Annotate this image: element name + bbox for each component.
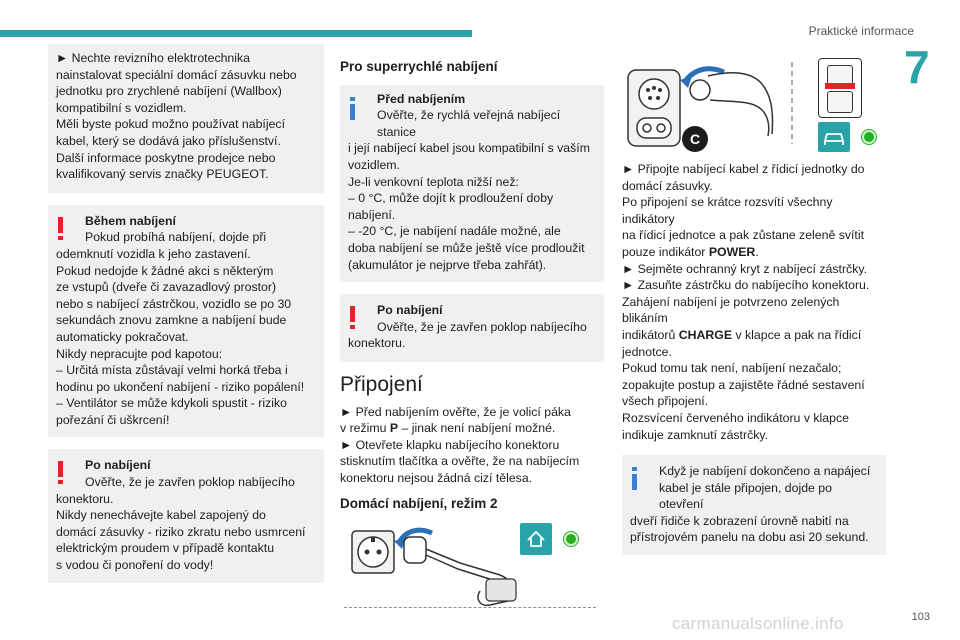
car-icon [818,122,850,152]
text-fragment: indikátorů [622,327,679,342]
text-line: automaticky pokračovat. [56,329,189,344]
text-line: ► Sejměte ochranný kryt z nabíjecí zástrčky. [622,261,867,276]
text-line: zopakujte postup a zajistěte řádné sestavení [622,377,865,392]
text-line: přístrojovém panelu na dobu asi 20 sekund. [630,530,869,545]
text-line: jednotku pro zrychlené nabíjení (Wallbox) [56,84,282,99]
text-line: kabel, který se dodává jako příslušenství. [56,133,281,148]
text-line: kabel je stále připojen, dojde po otevření [659,480,832,512]
text-line: indikuje zamknutí zástrčky. [622,427,769,442]
info-icon [632,467,637,489]
text-line: konektoru. [56,491,114,506]
info-title: Před nabíjením [377,91,466,106]
column-middle [340,44,604,615]
info-charging-complete [622,455,886,555]
green-indicator-icon [862,130,876,144]
text-line: – Ventilátor se může kdykoli spustit - riziko [56,396,287,411]
text-fragment: v režimu [340,421,390,436]
control-unit-icon [818,58,862,118]
text-fragment: v klapce a pak na řídicí [732,327,862,342]
text-line: Pokud nedojde k žádné akci s některým [56,263,274,278]
text-line: Ověřte, že rychlá veřejná nabíjecí stanice [377,108,561,139]
plug-icon [404,537,426,563]
text-line: Zahájení nabíjení je potvrzeno zelených blikáním [622,294,840,326]
text-line: domácí zásuvky - riziko zkratu nebo usmrcení [56,524,306,539]
text-line: Rozsvícení červeného indikátoru v klapce [622,410,849,425]
text-line: Ověřte, že je zavřen poklop nabíjecího [85,475,295,490]
section-title: Praktické informace [808,24,914,38]
watermark: carmanualsonline.info [672,614,844,633]
home-charging-illustration [340,519,604,615]
text-line [340,420,604,437]
text-line: konektoru. [348,336,406,351]
warning-after-charging [48,449,324,582]
text-line [622,327,886,344]
wallbox-note [48,44,324,193]
chapter-number: 7 [904,41,930,93]
warning-during-charging [48,205,324,438]
text-line: Pokud tomu tak není, nabíjení nezačalo; [622,361,842,376]
text-line: – Určitá místa zůstávají velmi horká třeba i [56,363,288,378]
text-line: vozidlem. [348,157,400,172]
heading-home-charging: Domácí nabíjení, režim 2 [340,496,498,512]
green-indicator-icon [564,532,578,546]
text-line: Ověřte, že je zavřen poklop nabíjecího [377,319,587,334]
text-line: s vodou či ponoření do vody! [56,558,214,573]
text-line: kvalifikovaný servis značky PEUGEOT. [56,167,269,182]
text-line: na řídicí jednotce a pak zůstane zeleně svítit [622,228,864,243]
text-line: dveří řidiče k zobrazení úrovně nabití na [630,513,849,528]
red-indicator-icon [825,83,855,89]
warning-icon [350,306,355,328]
warning-title: Po nabíjení [377,303,443,318]
text-fragment: pouze indikátor [622,244,709,259]
figure-home-charging [340,519,604,615]
text-line: nebo s nabíjecí zástrčkou, vozidlo se po 30 [56,296,292,311]
text-line: Nikdy nenechávejte kabel zapojený do [56,508,266,523]
timer-icon [827,91,853,113]
heading-connection: Připojení [340,372,423,396]
text-line: Když je nabíjení dokončeno a napájecí [659,464,871,479]
figure-fast-charging [622,50,886,154]
text-line: Po připojení se krátce rozsvítí všechny indikátory [622,195,833,226]
text-line: všech připojení. [622,394,709,409]
callout-label: C [682,126,708,152]
text-line: – 0 °C, může dojít k prodloužení doby [348,191,554,206]
text-fragment: – jinak není nabíjení možné. [398,421,556,436]
text-line: Je-li venkovní teplota nižší než: [348,174,519,189]
text-line: elektrickým proudem v případě kontaktu [56,541,275,556]
warning-icon [58,217,63,239]
header-accent-bar [0,30,472,37]
heading-superfast: Pro superrychlé nabíjení [340,59,498,74]
home-icon [520,523,552,555]
column-left [54,44,324,583]
page-number: 103 [911,611,930,623]
text-line: pouze indikátor POWER. [622,244,759,259]
text-line: pořezání či uškrcení! [56,412,170,427]
text-line: konektoru nejsou žádná cizí tělesa. [340,470,533,485]
text-line: hodinu po ukončení nabíjení - riziko popálení! [56,379,305,394]
power-indicator-label: POWER [708,244,756,259]
info-before-charging [340,85,604,283]
text-line: stisknutím tlačítka a ověřte, že na nabíjecím [340,454,580,469]
text-line: jednotce. [622,344,672,359]
text-line: ze vstupů (dveře či zavazadlový prostor) [56,280,277,295]
text-line: ► Zasuňte zástrčku do nabíjecího konektoru. [622,278,870,293]
charge-indicator-label: CHARGE [678,327,733,342]
text-line: nabíjení. [348,207,396,222]
warning-after-charging-2 [340,294,604,362]
text-line: Další informace poskytne prodejce nebo [56,150,276,165]
text-line: sekundách znovu zamkne a nabíjení bude [56,313,287,328]
text-line: i její nabíjecí kabel jsou kompatibilní s vaším [348,141,590,156]
text-line: doba nabíjení se může ještě více prodloužit [348,240,585,255]
warning-icon [58,461,63,483]
text-line: – -20 °C, je nabíjení nadále možné, ale [348,224,561,239]
text-line: kompatibilní s vozidlem. [56,100,187,115]
text-line: Nikdy nepracujte pod kapotou: [56,346,223,361]
text-line: Pokud probíhá nabíjení, dojde při [85,230,267,245]
warning-title: Během nabíjení [85,213,176,228]
text-line: ► Připojte nabíjecí kabel z řídicí jednotky do [622,162,865,176]
text-line: odemknutí vozidla k jeho zastavení. [56,246,251,261]
text-line: ► Nechte revizního elektrotechnika [56,51,250,65]
dashed-divider [344,607,596,608]
text-line: (akumulátor je nejprve třeba zahřát). [348,257,547,272]
connection-steps [622,161,886,443]
warning-title: Po nabíjení [85,458,151,473]
text-line: Měli byste pokud možno používat nabíjecí [56,117,285,132]
text-line: domácí zásuvky. [622,178,713,193]
text-line: ► Otevřete klapku nabíjecího konektoru [340,437,560,452]
info-icon [350,97,355,119]
gear-p: P [389,421,399,436]
column-right [622,44,886,555]
text-line: ► Před nabíjením ověřte, že je volicí páka [340,404,571,419]
text-line: nainstalovat speciální domácí zásuvku nebo [56,67,297,82]
